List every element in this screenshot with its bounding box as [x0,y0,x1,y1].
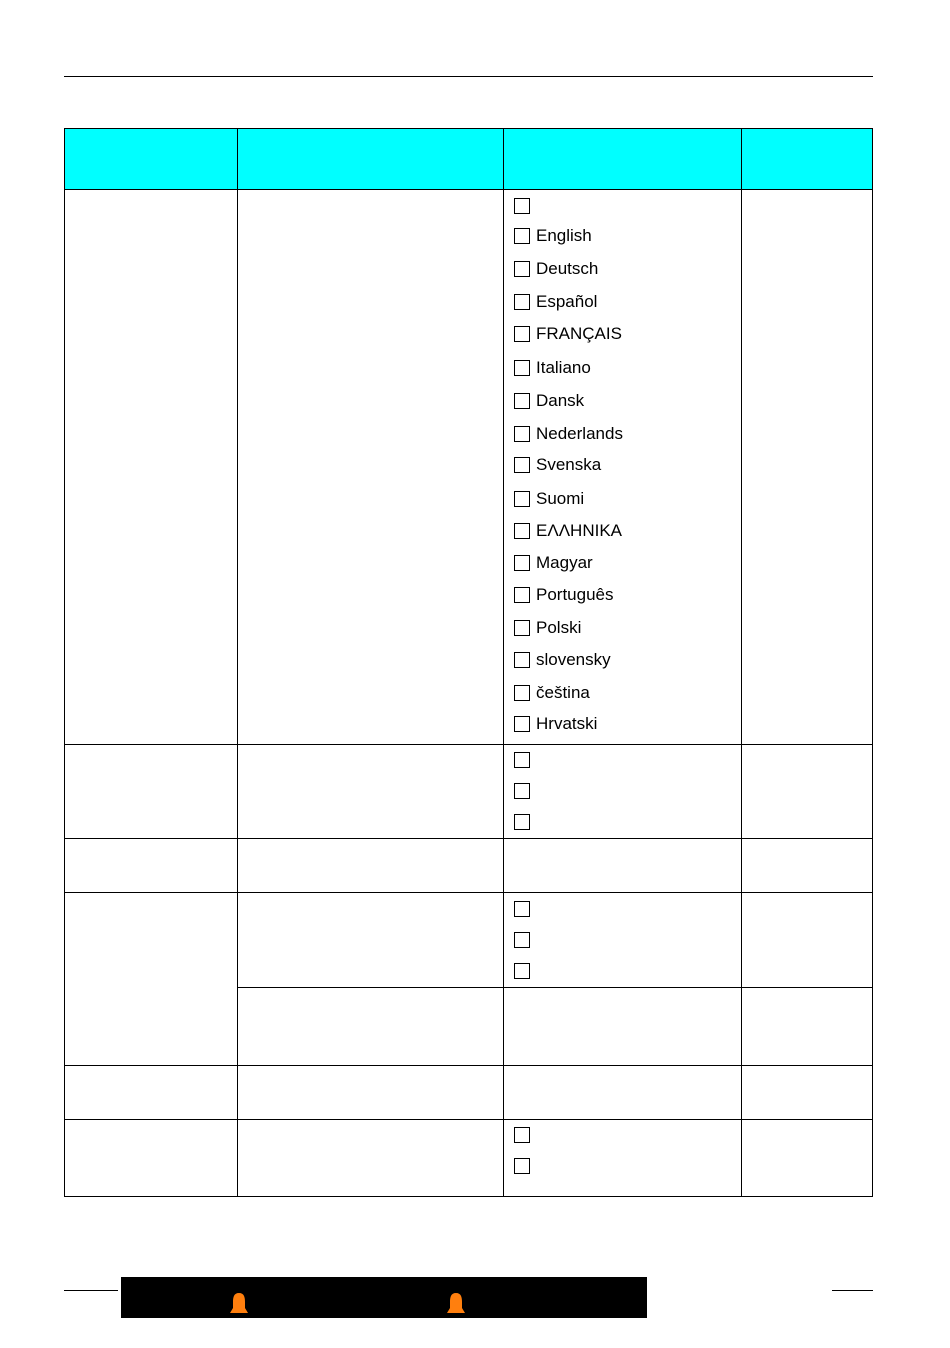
checkbox-empty-icon[interactable] [514,457,530,473]
option-row2-3[interactable] [514,812,530,832]
table-border-left [64,128,65,1197]
top-rule [64,76,873,77]
language-option-label: FRANÇAIS [536,324,622,343]
language-option-slovensky[interactable] [514,650,611,670]
language-option-magyar[interactable] [514,553,593,573]
option-row2-1[interactable] [514,750,530,770]
language-option-label: Magyar [536,553,593,572]
language-option-label: Svenska [536,455,602,474]
checkbox-empty-icon[interactable] [514,963,530,979]
footer-rule-right [832,1290,873,1291]
language-option-italiano[interactable] [514,358,591,378]
checkbox-empty-icon[interactable] [514,1158,530,1174]
row-divider-1 [64,744,873,745]
checkbox-empty-icon[interactable] [514,783,530,799]
row-divider-5 [64,1065,873,1066]
language-option-espanol[interactable] [514,292,597,312]
language-option-deutsch[interactable] [514,259,598,279]
checkbox-empty-icon[interactable] [514,932,530,948]
column-divider-3 [741,128,742,1197]
option-row4-2[interactable] [514,930,530,950]
checkbox-empty-icon[interactable] [514,198,530,214]
language-option[interactable] [514,196,536,216]
language-option-label: Español [536,292,598,311]
checkbox-empty-icon[interactable] [514,523,530,539]
checkbox-empty-icon[interactable] [514,652,530,668]
language-option-label: Hrvatski [536,714,598,733]
checkbox-empty-icon[interactable] [514,360,530,376]
language-option-label: Suomi [536,489,585,508]
table-border-bottom [64,1196,873,1197]
row-divider-3 [64,892,873,893]
checkbox-empty-icon[interactable] [514,901,530,917]
row-divider-4-sub [237,987,873,988]
footer-bar [121,1277,647,1318]
language-option-portugues[interactable] [514,585,614,605]
header-cell-1 [64,128,237,189]
checkbox-empty-icon[interactable] [514,261,530,277]
language-option-label: ΕΛΛΗΝΙΚΑ [536,521,623,540]
checkbox-empty-icon[interactable] [514,294,530,310]
option-row7-2[interactable] [514,1156,530,1176]
checkbox-empty-icon[interactable] [514,587,530,603]
checkbox-empty-icon[interactable] [514,555,530,571]
checkbox-empty-icon[interactable] [514,814,530,830]
language-option-label: Português [536,585,614,604]
option-row2-2[interactable] [514,781,530,801]
checkbox-empty-icon[interactable] [514,716,530,732]
language-option-label: slovensky [536,650,611,669]
option-row7-1[interactable] [514,1125,530,1145]
checkbox-empty-icon[interactable] [514,685,530,701]
language-option-nederlands[interactable] [514,424,623,444]
language-option-label: Deutsch [536,259,599,278]
column-divider-1 [237,128,238,1197]
checkbox-empty-icon[interactable] [514,752,530,768]
settings-table [64,128,873,1197]
column-divider-2 [503,128,504,1197]
footer-rule-left [64,1290,118,1291]
table-border-top [64,128,873,129]
language-option-english[interactable] [514,226,592,246]
language-option-label: Polski [536,618,582,637]
option-row4-1[interactable] [514,899,530,919]
header-cell-4 [741,128,873,189]
checkbox-empty-icon[interactable] [514,426,530,442]
language-option-cestina[interactable] [514,683,590,703]
option-row4-3[interactable] [514,961,530,981]
checkbox-empty-icon[interactable] [514,393,530,409]
language-option-hrvatski[interactable] [514,714,597,734]
bell-icon [446,1292,466,1315]
language-option-suomi[interactable] [514,489,584,509]
language-option-label: English [536,226,592,245]
checkbox-empty-icon[interactable] [514,326,530,342]
checkbox-empty-icon[interactable] [514,620,530,636]
checkbox-empty-icon[interactable] [514,228,530,244]
header-cell-3 [503,128,741,189]
language-option-svenska[interactable] [514,455,601,475]
language-option-polski[interactable] [514,618,581,638]
language-option-label: Nederlands [536,424,623,443]
language-option-dansk[interactable] [514,391,584,411]
language-option-francais[interactable] [514,324,622,344]
row-divider-6 [64,1119,873,1120]
checkbox-empty-icon[interactable] [514,1127,530,1143]
language-option-label: Italiano [536,358,591,377]
table-border-right [872,128,873,1197]
language-option-label: čeština [536,683,590,702]
language-option-ellinika[interactable] [514,521,622,541]
header-cell-2 [237,128,503,189]
bell-icon [229,1292,249,1315]
row-divider-2 [64,838,873,839]
row-divider-header [64,189,873,190]
checkbox-empty-icon[interactable] [514,491,530,507]
language-option-label: Dansk [536,391,585,410]
